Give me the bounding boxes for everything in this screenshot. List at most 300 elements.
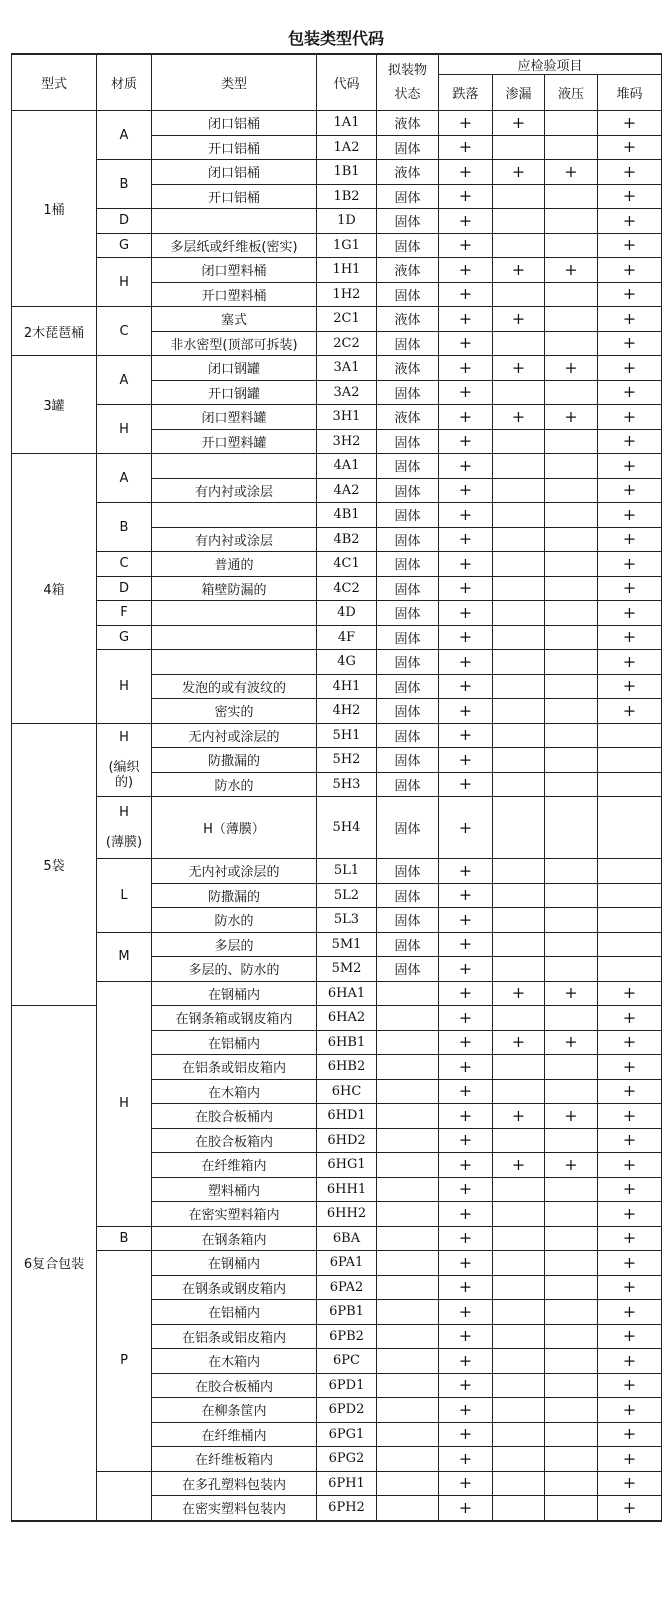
test-stack-cell [598,650,662,675]
plus-mark: + [458,909,473,929]
state-cell: 液体 [377,307,439,332]
plus-mark: + [622,1252,637,1272]
state-cell: 固体 [377,209,439,234]
type-cell: 有内衬或涂层 [152,478,317,503]
code-cell: 6PB2 [317,1324,377,1349]
test-hydraulic-cell [545,1275,598,1300]
test-drop-cell [439,1104,493,1129]
test-stack-cell [598,1275,662,1300]
plus-mark: + [622,382,637,402]
type-cell: 闭口铝桶 [152,111,317,136]
code-cell: 1A1 [317,111,377,136]
code-cell: 6PB1 [317,1300,377,1325]
plus-mark: + [622,210,637,230]
plus-mark: + [564,259,578,279]
test-hydraulic-cell [545,1496,598,1521]
table-row [12,576,662,601]
plus-mark: + [622,1203,637,1223]
test-stack-cell [598,1496,662,1521]
type-cell: 开口铝桶 [152,135,317,160]
code-cell: 4H1 [317,674,377,699]
code-cell: 4C1 [317,552,377,577]
test-stack-cell [598,356,662,381]
type-cell [152,650,317,675]
table-row [12,932,662,957]
material-cell: G [97,625,152,650]
code-cell: 5M2 [317,957,377,982]
test-leak-cell [493,1398,545,1423]
plus-mark: + [458,774,473,794]
test-stack-cell [598,1300,662,1325]
type-cell: 闭口塑料桶 [152,258,317,283]
test-leak-cell [493,1496,545,1521]
header-tests-group: 应检验项目 [439,54,662,75]
test-drop-cell [439,282,493,307]
test-stack-cell [598,1128,662,1153]
test-leak-cell [493,957,545,982]
code-cell: 6PH1 [317,1471,377,1496]
test-leak-cell [493,1471,545,1496]
plus-mark: + [622,1350,637,1370]
table-row [12,233,662,258]
code-cell: 6PC [317,1349,377,1374]
state-cell [377,1104,439,1129]
plus-mark: + [622,235,637,255]
plus-mark: + [622,259,637,279]
test-stack-cell [598,1153,662,1178]
test-leak-cell [493,883,545,908]
plus-mark: + [458,1448,473,1468]
test-stack-cell [598,1251,662,1276]
code-cell: 5L1 [317,859,377,884]
test-leak-cell [493,1275,545,1300]
form-cell: 5袋 [12,723,97,1006]
plus-mark: + [458,1399,473,1419]
test-drop-cell [439,1251,493,1276]
plus-mark: + [622,651,637,671]
plus-mark: + [511,1032,526,1052]
material-cell: G [97,233,152,258]
test-drop-cell [439,1398,493,1423]
state-cell [377,1128,439,1153]
test-leak-cell [493,1006,545,1031]
code-cell: 5M1 [317,932,377,957]
header-stack: 堆码 [598,75,662,111]
plus-mark: + [458,333,473,353]
header-type: 类型 [152,54,317,111]
plus-mark: + [511,161,526,181]
code-cell: 5H1 [317,723,377,748]
test-drop-cell [439,601,493,626]
plus-mark: + [564,1154,578,1174]
test-stack-cell [598,908,662,933]
code-cell: 3H1 [317,405,377,430]
test-stack-cell [598,1006,662,1031]
type-cell: 无内衬或涂层的 [152,723,317,748]
state-cell [377,1300,439,1325]
state-cell [377,1251,439,1276]
code-cell: 1H2 [317,282,377,307]
test-drop-cell [439,1055,493,1080]
test-drop-cell [439,1349,493,1374]
test-drop-cell [439,1030,493,1055]
test-drop-cell [439,1447,493,1472]
test-drop-cell [439,883,493,908]
test-hydraulic-cell [545,625,598,650]
test-leak-cell [493,160,545,185]
code-cell: 1A2 [317,135,377,160]
plus-mark: + [622,602,637,622]
code-cell: 4F [317,625,377,650]
state-cell [377,1373,439,1398]
code-cell: 1B2 [317,184,377,209]
plus-mark: + [622,1179,637,1199]
test-stack-cell [598,478,662,503]
test-hydraulic-cell [545,1030,598,1055]
type-cell: 防撒漏的 [152,748,317,773]
plus-mark: + [564,161,578,181]
material-cell: P [97,1251,152,1472]
type-cell: 在钢条或钢皮箱内 [152,1275,317,1300]
test-stack-cell [598,625,662,650]
material-cell: H [97,405,152,454]
code-cell: 5L3 [317,908,377,933]
test-hydraulic-cell [545,405,598,430]
material-cell: B [97,160,152,209]
type-cell: 箱壁防漏的 [152,576,317,601]
test-leak-cell [493,429,545,454]
state-cell: 固体 [377,883,439,908]
test-stack-cell [598,307,662,332]
test-hydraulic-cell [545,258,598,283]
test-stack-cell [598,209,662,234]
plus-mark: + [458,284,473,304]
plus-mark: + [622,137,637,157]
plus-mark: + [511,1105,526,1125]
type-cell: 开口钢罐 [152,380,317,405]
plus-mark: + [622,480,637,500]
table-row [12,405,662,430]
material-cell: C [97,552,152,577]
plus-mark: + [458,455,473,475]
table-row [12,650,662,675]
test-leak-cell [493,1447,545,1472]
code-cell: 6HH1 [317,1177,377,1202]
test-stack-cell [598,331,662,356]
test-leak-cell [493,981,545,1006]
form-cell: 6复合包装 [12,1006,97,1521]
state-cell: 固体 [377,380,439,405]
material-cell: A [97,454,152,503]
test-leak-cell [493,908,545,933]
code-cell: 3A1 [317,356,377,381]
form-cell: 2木琵琶桶 [12,307,97,356]
test-stack-cell [598,380,662,405]
type-cell: 塑料桶内 [152,1177,317,1202]
plus-mark: + [622,1277,637,1297]
code-cell: 6HH2 [317,1202,377,1227]
test-drop-cell [439,429,493,454]
plus-mark: + [458,308,473,328]
state-cell [377,1422,439,1447]
plus-mark: + [622,1473,637,1493]
test-drop-cell [439,380,493,405]
plus-mark: + [458,1326,473,1346]
test-stack-cell [598,981,662,1006]
plus-mark: + [458,112,473,132]
test-drop-cell [439,1226,493,1251]
type-cell: 防水的 [152,772,317,797]
plus-mark: + [622,676,637,696]
test-drop-cell [439,356,493,381]
test-leak-cell [493,797,545,859]
plus-mark: + [622,553,637,573]
header-drop: 跌落 [439,75,493,111]
state-cell: 固体 [377,932,439,957]
plus-mark: + [458,934,473,954]
test-stack-cell [598,1349,662,1374]
test-hydraulic-cell [545,650,598,675]
test-stack-cell [598,454,662,479]
test-stack-cell [598,258,662,283]
test-leak-cell [493,1202,545,1227]
plus-mark: + [622,578,637,598]
state-cell [377,1153,439,1178]
code-cell: 4A2 [317,478,377,503]
test-drop-cell [439,527,493,552]
header-row [12,54,662,75]
type-cell [152,209,317,234]
plus-mark: + [622,112,637,132]
test-leak-cell [493,1324,545,1349]
type-cell [152,454,317,479]
plus-mark: + [622,1007,637,1027]
plus-mark: + [458,504,473,524]
state-cell: 液体 [377,258,439,283]
test-drop-cell [439,1079,493,1104]
table-row [12,454,662,479]
material-cell: D [97,209,152,234]
plus-mark: + [564,406,578,426]
test-hydraulic-cell [545,307,598,332]
code-cell: 6PG1 [317,1422,377,1447]
plus-mark: + [458,1056,473,1076]
plus-mark: + [564,983,578,1003]
test-hydraulic-cell [545,883,598,908]
plus-mark: + [458,676,473,696]
plus-mark: + [511,112,526,132]
state-cell [377,981,439,1006]
plus-mark: + [622,1326,637,1346]
type-cell: 发泡的或有波纹的 [152,674,317,699]
plus-mark: + [458,651,473,671]
test-hydraulic-cell [545,527,598,552]
state-cell: 固体 [377,957,439,982]
state-cell: 固体 [377,233,439,258]
test-stack-cell [598,503,662,528]
test-drop-cell [439,1275,493,1300]
plus-mark: + [458,553,473,573]
test-leak-cell [493,233,545,258]
plus-mark: + [622,1448,637,1468]
test-leak-cell [493,1226,545,1251]
code-cell: 6HD1 [317,1104,377,1129]
plus-mark: + [622,983,637,1003]
type-cell: 在纤维桶内 [152,1422,317,1447]
test-leak-cell [493,1349,545,1374]
header-code: 代码 [317,54,377,111]
type-cell: 塞式 [152,307,317,332]
header-state-line1: 拟装物 [387,62,427,78]
plus-mark: + [458,1252,473,1272]
test-hydraulic-cell [545,1398,598,1423]
code-cell: 5L2 [317,883,377,908]
state-cell [377,1471,439,1496]
type-cell: 多层的、防水的 [152,957,317,982]
state-cell: 固体 [377,331,439,356]
plus-mark: + [622,1375,637,1395]
plus-mark: + [458,1007,473,1027]
plus-mark: + [458,1497,473,1517]
state-cell: 固体 [377,625,439,650]
code-cell: 4C2 [317,576,377,601]
test-hydraulic-cell [545,1177,598,1202]
test-drop-cell [439,576,493,601]
plus-mark: + [622,1154,637,1174]
test-stack-cell [598,405,662,430]
packaging-code-table [11,53,662,1522]
state-cell: 固体 [377,908,439,933]
code-cell: 3A2 [317,380,377,405]
plus-mark: + [622,1301,637,1321]
plus-mark: + [458,1130,473,1150]
type-cell: 在胶合板桶内 [152,1104,317,1129]
state-cell [377,1079,439,1104]
test-hydraulic-cell [545,1006,598,1031]
table-body [12,111,662,1521]
test-hydraulic-cell [545,380,598,405]
test-drop-cell [439,135,493,160]
plus-mark: + [458,1228,473,1248]
state-cell: 固体 [377,552,439,577]
table-row [12,111,662,136]
table-row [12,503,662,528]
test-hydraulic-cell [545,282,598,307]
test-leak-cell [493,1055,545,1080]
test-stack-cell [598,1055,662,1080]
type-cell [152,503,317,528]
state-cell: 固体 [377,859,439,884]
state-cell: 固体 [377,772,439,797]
material-cell: H [97,981,152,1226]
test-stack-cell [598,1398,662,1423]
test-drop-cell [439,1202,493,1227]
code-cell: 6PG2 [317,1447,377,1472]
test-drop-cell [439,1006,493,1031]
type-cell: 有内衬或涂层 [152,527,317,552]
state-cell: 固体 [377,135,439,160]
test-stack-cell [598,748,662,773]
test-stack-cell [598,699,662,724]
form-cell: 4箱 [12,454,97,724]
test-drop-cell [439,1373,493,1398]
page-title: 包装类型代码 [287,29,384,48]
plus-mark: + [458,210,473,230]
plus-mark: + [622,455,637,475]
plus-mark: + [622,161,637,181]
test-stack-cell [598,233,662,258]
table-row [12,1251,662,1276]
test-stack-cell [598,1202,662,1227]
test-hydraulic-cell [545,454,598,479]
plus-mark: + [458,1277,473,1297]
type-cell: 在密实塑料包装内 [152,1496,317,1521]
state-cell: 固体 [377,576,439,601]
plus-mark: + [511,406,526,426]
code-cell: 6HA1 [317,981,377,1006]
code-cell: 1D [317,209,377,234]
test-leak-cell [493,674,545,699]
test-drop-cell [439,331,493,356]
state-cell: 固体 [377,282,439,307]
type-cell: 多层纸或纤维板(密实) [152,233,317,258]
plus-mark: + [622,1032,637,1052]
table-row [12,625,662,650]
code-cell: 5H4 [317,797,377,859]
test-drop-cell [439,1324,493,1349]
test-leak-cell [493,454,545,479]
test-stack-cell [598,601,662,626]
material-cell: H (薄膜) [97,797,152,859]
plus-mark: + [511,357,526,377]
test-drop-cell [439,552,493,577]
test-leak-cell [493,478,545,503]
test-leak-cell [493,1104,545,1129]
table-row [12,1471,662,1496]
code-cell: 4D [317,601,377,626]
test-drop-cell [439,160,493,185]
plus-mark: + [622,627,637,647]
plus-mark: + [458,885,473,905]
type-cell: 在铝桶内 [152,1300,317,1325]
test-leak-cell [493,1153,545,1178]
state-cell [377,1226,439,1251]
plus-mark: + [511,259,526,279]
code-cell: 6BA [317,1226,377,1251]
state-cell: 液体 [377,111,439,136]
test-stack-cell [598,282,662,307]
test-leak-cell [493,1030,545,1055]
state-cell [377,1177,439,1202]
test-stack-cell [598,160,662,185]
plus-mark: + [622,1424,637,1444]
material-cell: F [97,601,152,626]
test-hydraulic-cell [545,859,598,884]
state-cell: 固体 [377,650,439,675]
test-drop-cell [439,650,493,675]
type-cell: 在密实塑料箱内 [152,1202,317,1227]
plus-mark: + [622,1105,637,1125]
state-cell [377,1398,439,1423]
test-drop-cell [439,1300,493,1325]
test-hydraulic-cell [545,429,598,454]
test-stack-cell [598,552,662,577]
code-cell: 3H2 [317,429,377,454]
test-stack-cell [598,1471,662,1496]
test-hydraulic-cell [545,908,598,933]
material-cell: B [97,503,152,552]
state-cell [377,1006,439,1031]
